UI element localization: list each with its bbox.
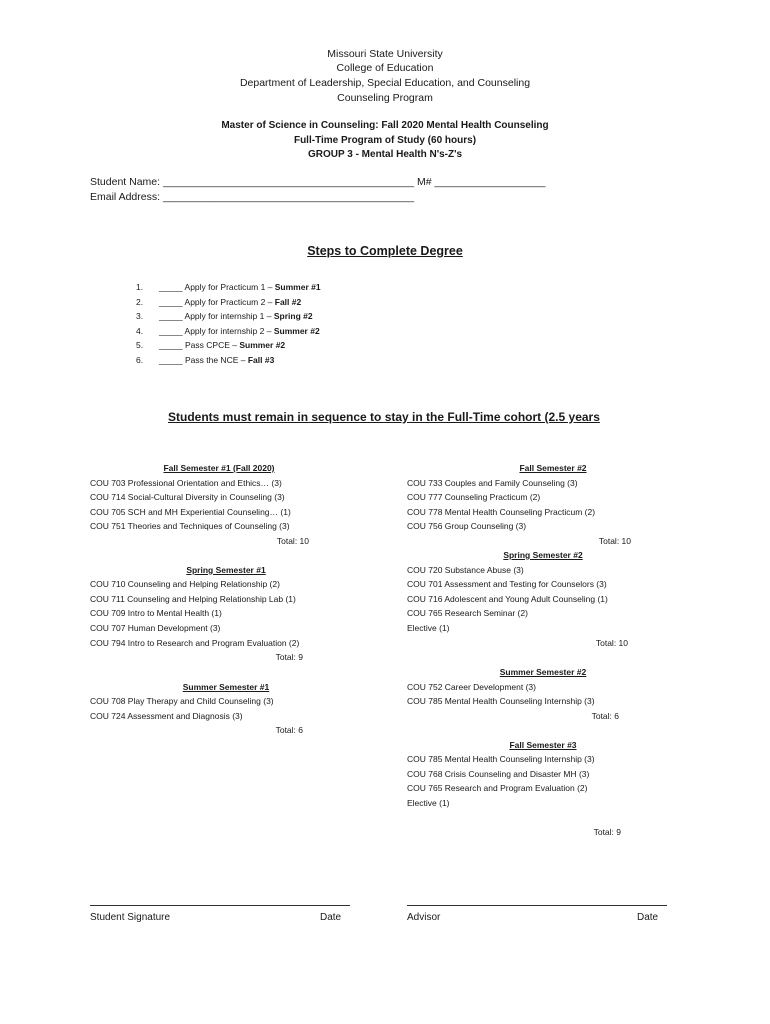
course-item: COU 765 Research and Program Evaluation (2) [407,783,588,793]
advisor-signature-line[interactable] [407,905,667,906]
step-term: Fall #2 [274,296,302,307]
program-title: Master of Science in Counseling: Fall 2020 Mental Health Counseling [221,120,549,131]
steps-heading: Steps to Complete Degree [307,244,463,258]
student-signature-label: Student Signature [90,912,171,923]
step-number: 5. [136,340,144,351]
course-item: COU 714 Social-Cultural Diversity in Counseling (3) [90,492,285,502]
step-item [136,311,313,321]
student-date-label: Date [320,912,342,923]
semester-total: Total: 6 [591,711,619,721]
course-item: COU 707 Human Development (3) [90,623,221,633]
department-name: Department of Leadership, Special Education, and Counseling [239,77,531,89]
step-text: _____ Apply for Practicum 1 – [159,282,275,292]
course-item: COU 716 Adolescent and Young Adult Counseling (1) [407,594,608,604]
step-text: _____ Apply for internship 1 – [159,311,274,322]
course-item: COU 720 Substance Abuse (3) [407,565,524,575]
advisor-label: Advisor [407,912,441,923]
course-item: COU 785 Mental Health Counseling Internship (3) [407,754,595,764]
step-number: 1. [136,282,144,292]
program-group: GROUP 3 - Mental Health N's-Z's [307,149,463,160]
course-item: COU 705 SCH and MH Experiential Counseling… (1) [90,507,291,517]
course-item: Elective (1) [407,798,450,808]
step-item [136,326,320,336]
step-item [136,355,274,365]
step-term: Summer #2 [273,325,320,336]
step-number: 2. [136,296,144,307]
step-number: 4. [136,325,144,336]
step-term: Fall #3 [247,355,275,365]
course-item: COU 751 Theories and Techniques of Counseling (3) [90,521,290,531]
course-item: COU 777 Counseling Practicum (2) [407,492,541,502]
semester-heading-spring2: Spring Semester #2 [503,550,583,560]
course-item: COU 724 Assessment and Diagnosis (3) [90,711,243,721]
step-item [136,340,285,350]
course-item: COU 756 Group Counseling (3) [407,521,527,531]
step-number: 6. [136,355,144,365]
semester-total: Total: 9 [593,827,621,837]
step-item [136,282,321,292]
step-text: _____ Pass CPCE – [159,340,240,351]
semester-heading-fall2: Fall Semester #2 [519,463,587,473]
course-item: COU 778 Mental Health Counseling Practicum (2) [407,507,596,517]
step-term: Summer #1 [274,282,321,292]
course-item: COU 794 Intro to Research and Program Evaluation (2) [90,638,300,648]
semester-heading-summer1: Summer Semester #1 [182,682,270,692]
course-item: Elective (1) [407,623,450,633]
course-item: COU 768 Crisis Counseling and Disaster MH (3) [407,769,590,779]
student-signature-line[interactable] [90,905,350,906]
step-term: Spring #2 [273,311,313,322]
step-term: Summer #2 [239,340,286,351]
course-item: COU 710 Counseling and Helping Relationship (2) [90,579,280,589]
university-name: Missouri State University [327,48,443,60]
course-item: COU 733 Couples and Family Counseling (3) [407,478,578,488]
semester-heading-fall1: Fall Semester #1 (Fall 2020) [163,463,275,473]
cohort-notice: Students must remain in sequence to stay in the Full-Time cohort (2.5 years [168,410,600,424]
advisor-date-label: Date [637,912,659,923]
program-name: Counseling Program [337,92,433,104]
course-item: COU 711 Counseling and Helping Relationship Lab (1) [90,594,296,604]
semester-heading-spring1: Spring Semester #1 [186,565,266,575]
step-text: _____ Pass the NCE – [159,355,248,365]
student-name-field[interactable]: Student Name: ___________________________________________ M# ___________________ [90,176,546,188]
semester-heading-summer2: Summer Semester #2 [499,667,587,677]
step-text: _____ Apply for internship 2 – [159,325,274,336]
semester-total: Total: 6 [275,725,303,735]
course-item: COU 709 Intro to Mental Health (1) [90,608,222,618]
program-subtitle: Full-Time Program of Study (60 hours) [293,135,477,146]
semester-total: Total: 10 [595,638,628,648]
course-item: COU 785 Mental Health Counseling Internship (3) [407,696,595,706]
college-name: College of Education [336,62,434,74]
step-text: _____ Apply for Practicum 2 – [159,296,275,307]
step-number: 3. [136,311,144,322]
course-item: COU 765 Research Seminar (2) [407,608,528,618]
semester-total: Total: 9 [275,652,303,662]
course-item: COU 703 Professional Orientation and Ethics… (3) [90,478,282,488]
semester-heading-fall3: Fall Semester #3 [509,740,577,750]
semester-total: Total: 10 [276,536,309,546]
course-item: COU 752 Career Development (3) [407,682,536,692]
semester-total: Total: 10 [598,536,631,546]
step-item [136,297,301,307]
course-item: COU 701 Assessment and Testing for Counselors (3) [407,579,607,589]
email-address-field[interactable]: Email Address: ___________________________________________ [90,191,415,203]
course-item: COU 708 Play Therapy and Child Counseling (3) [90,696,274,706]
